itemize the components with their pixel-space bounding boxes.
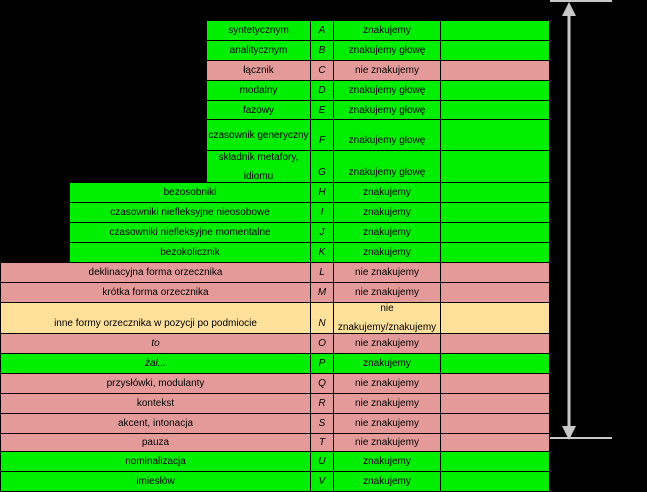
row-value: znakujemy <box>333 182 441 203</box>
row-letter: V <box>310 471 334 492</box>
row-letter: S <box>310 413 334 434</box>
row-label: przysłówki, modulanty <box>0 373 311 394</box>
row-label: pauza <box>0 433 311 452</box>
row-label: fazowy <box>206 100 311 120</box>
row-letter: B <box>310 40 334 61</box>
row-value: znakujemy <box>333 20 441 41</box>
row-label: syntetycznym <box>206 20 311 41</box>
row-value: znakujemy <box>333 242 441 263</box>
row-label: imiesłów <box>0 471 311 492</box>
row-value: nie znakujemy/znakujemy <box>333 302 441 334</box>
row-value: znakujemy głowę <box>333 150 441 183</box>
row-value: nie znakujemy <box>333 60 441 81</box>
row-label: krótka forma orzecznika <box>0 282 311 303</box>
row-value: znakujemy <box>333 451 441 472</box>
row-letter: C <box>310 60 334 81</box>
row-label: deklinacyjna forma orzecznika <box>0 262 311 283</box>
row-letter: I <box>310 202 334 223</box>
row-value: znakujemy głowę <box>333 119 441 151</box>
row-value: nie znakujemy <box>333 433 441 452</box>
row-letter: M <box>310 282 334 303</box>
row-letter: P <box>310 353 334 374</box>
row-value: nie znakujemy <box>333 282 441 303</box>
row-value: znakujemy <box>333 222 441 243</box>
row-label: akcent, intonacja <box>0 413 311 434</box>
row-letter: N <box>310 302 334 334</box>
row-label: składnik metafory, idiomu <box>206 150 311 183</box>
row-value: nie znakujemy <box>333 262 441 283</box>
row-letter: L <box>310 262 334 283</box>
row-letter: U <box>310 451 334 472</box>
row-letter: D <box>310 80 334 101</box>
row-label: modalny <box>206 80 311 101</box>
row-label: bezosobniki <box>69 182 311 203</box>
row-letter: H <box>310 182 334 203</box>
row-letter: R <box>310 393 334 414</box>
row-label: bezokolicznik <box>69 242 311 263</box>
row-label: czasownik generyczny <box>206 119 311 151</box>
row-value: znakujemy <box>333 202 441 223</box>
row-letter: F <box>310 119 334 151</box>
row-value: znakujemy głowę <box>333 40 441 61</box>
row-letter: G <box>310 150 334 183</box>
row-label: czasowniki niefleksyjne nieosobowe <box>69 202 311 223</box>
range-arrow-head-up <box>562 2 576 16</box>
row-value: znakujemy głowę <box>333 80 441 101</box>
row-label: nominalizacja <box>0 451 311 472</box>
row-letter: K <box>310 242 334 263</box>
row-value: nie znakujemy <box>333 393 441 414</box>
row-label: łącznik <box>206 60 311 81</box>
row-label: analitycznym <box>206 40 311 61</box>
row-value: nie znakujemy <box>333 333 441 354</box>
row-value: znakujemy <box>333 471 441 492</box>
row-letter: O <box>310 333 334 354</box>
row-value: nie znakujemy <box>333 373 441 394</box>
row-label: żal... <box>0 353 311 374</box>
row-value: znakujemy <box>333 353 441 374</box>
row-label: inne formy orzecznika w pozycji po podmiocie <box>0 302 311 334</box>
row-letter: J <box>310 222 334 243</box>
row-label: to <box>0 333 311 354</box>
row-label: kontekst <box>0 393 311 414</box>
row-letter: T <box>310 433 334 452</box>
row-letter: Q <box>310 373 334 394</box>
row-letter: A <box>310 20 334 41</box>
row-value: nie znakujemy <box>333 413 441 434</box>
row-value: znakujemy głowę <box>333 100 441 120</box>
row-label: czasowniki niefleksyjne momentalne <box>69 222 311 243</box>
row-letter: E <box>310 100 334 120</box>
